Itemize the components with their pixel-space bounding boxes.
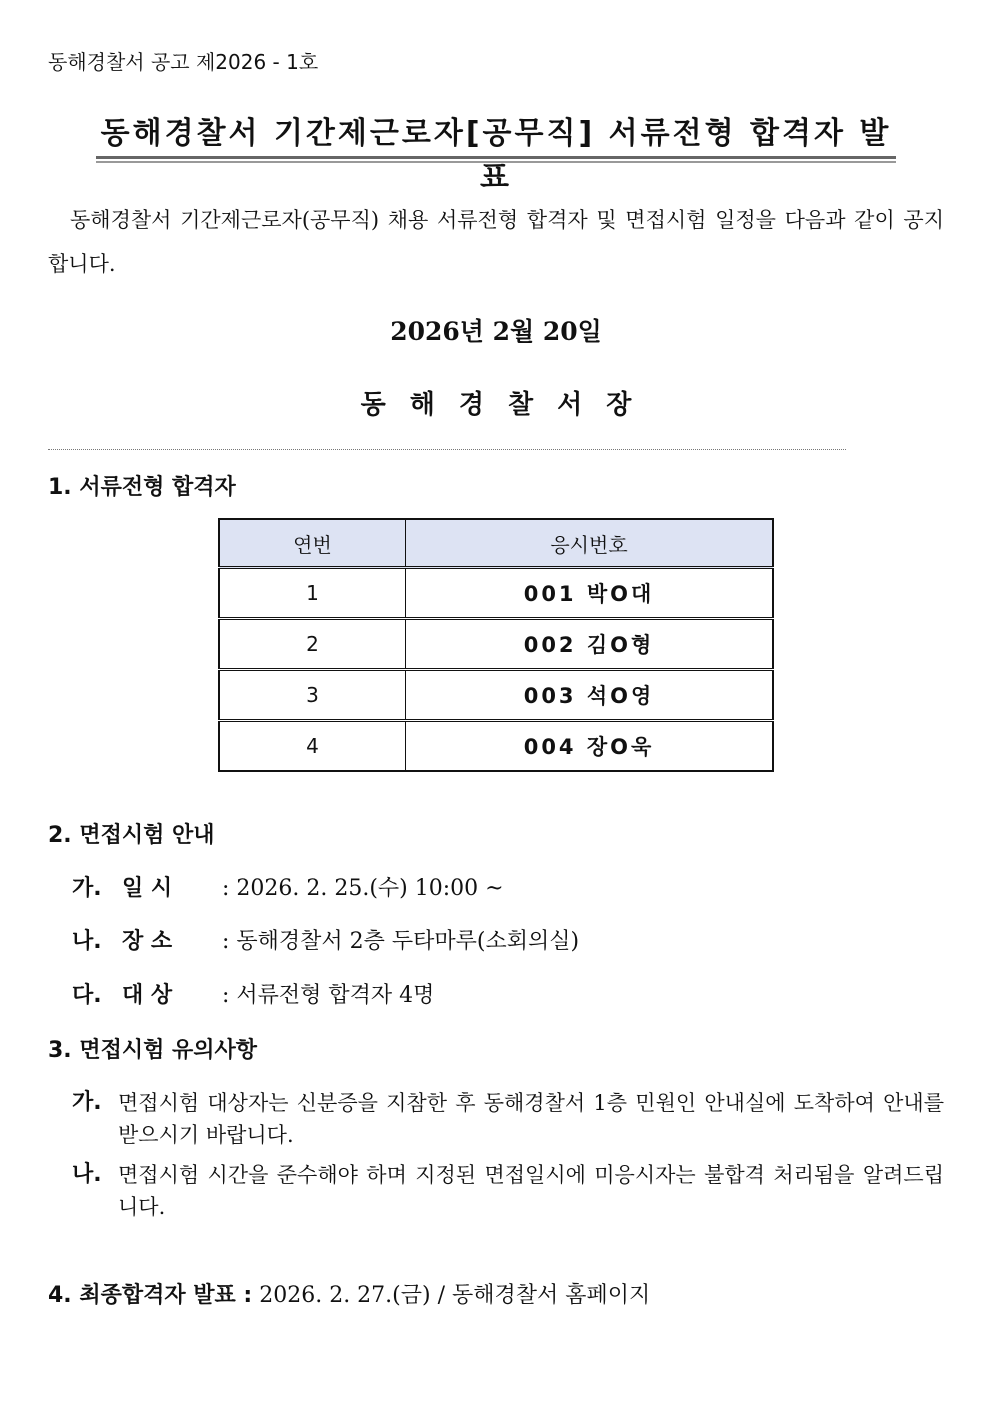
column-header: 응시번호 bbox=[406, 519, 774, 568]
table-row bbox=[219, 670, 773, 721]
item-label: 대 상 bbox=[122, 983, 173, 1008]
table-header-row bbox=[219, 519, 773, 568]
applicant-id: 004 장O욱 bbox=[406, 721, 774, 772]
row-number: 2 bbox=[219, 619, 406, 670]
table-row bbox=[219, 721, 773, 772]
issuer-name: 동해경찰서장 bbox=[360, 390, 656, 420]
applicant-id: 001 박O대 bbox=[406, 568, 774, 619]
notice-number: 동해경찰서 공고 제2026 - 1호 bbox=[48, 50, 319, 74]
item-label: 장 소 bbox=[122, 929, 173, 954]
note-text: 면접시험 대상자는 신분증을 지참한 후 동해경찰서 1층 민원인 안내실에 도착하여 안내를 받으시기 바랍니다. bbox=[118, 1091, 944, 1147]
item-value: : 2026. 2. 25.(수) 10:00 ~ bbox=[222, 876, 504, 901]
section1-heading: 1. 서류전형 합격자 bbox=[48, 475, 236, 500]
item-value: : 동해경찰서 2층 두타마루(소회의실) bbox=[222, 929, 580, 954]
final-announcement-value: 2026. 2. 27.(금) / 동해경찰서 홈페이지 bbox=[259, 1283, 651, 1308]
dotted-divider bbox=[48, 449, 846, 450]
item-mark: 가. bbox=[72, 876, 102, 901]
note-text: 면접시험 시간을 준수해야 하며 지정된 면접일시에 미응시자는 불합격 처리됨을 알려드립니다. bbox=[118, 1163, 944, 1219]
page-title: 동해경찰서 기간제근로자[공무직] 서류전형 합격자 발표 bbox=[100, 116, 892, 195]
note-mark: 나. bbox=[72, 1162, 102, 1187]
title-underline bbox=[96, 156, 896, 163]
applicant-id: 002 김O형 bbox=[406, 619, 774, 670]
section4-heading: 4. 최종합격자 발표 : bbox=[48, 1283, 253, 1308]
passers-table bbox=[218, 518, 774, 772]
column-header: 연번 bbox=[219, 519, 406, 568]
interview-datetime bbox=[72, 871, 504, 902]
interview-location bbox=[72, 924, 579, 955]
table-row bbox=[219, 568, 773, 619]
intro-paragraph bbox=[48, 198, 944, 286]
row-number: 1 bbox=[219, 568, 406, 619]
applicant-id: 003 석O영 bbox=[406, 670, 774, 721]
section3-heading: 3. 면접시험 유의사항 bbox=[48, 1038, 257, 1063]
final-announcement bbox=[48, 1278, 650, 1309]
announcement-date: 2026년 2월 20일 bbox=[390, 317, 602, 346]
item-label: 일 시 bbox=[122, 876, 173, 901]
row-number: 3 bbox=[219, 670, 406, 721]
row-number: 4 bbox=[219, 721, 406, 772]
item-value: : 서류전형 합격자 4명 bbox=[222, 983, 435, 1008]
note-mark: 가. bbox=[72, 1090, 102, 1115]
item-mark: 나. bbox=[72, 929, 102, 954]
item-mark: 다. bbox=[72, 983, 102, 1008]
table-row bbox=[219, 619, 773, 670]
intro-text: 동해경찰서 기간제근로자(공무직) 채용 서류전형 합격자 및 면접시험 일정을 다음과 같이 공지합니다. bbox=[48, 208, 944, 276]
interview-target bbox=[72, 978, 434, 1009]
note-item bbox=[72, 1159, 944, 1223]
section2-heading: 2. 면접시험 안내 bbox=[48, 823, 215, 848]
note-item bbox=[72, 1087, 944, 1151]
